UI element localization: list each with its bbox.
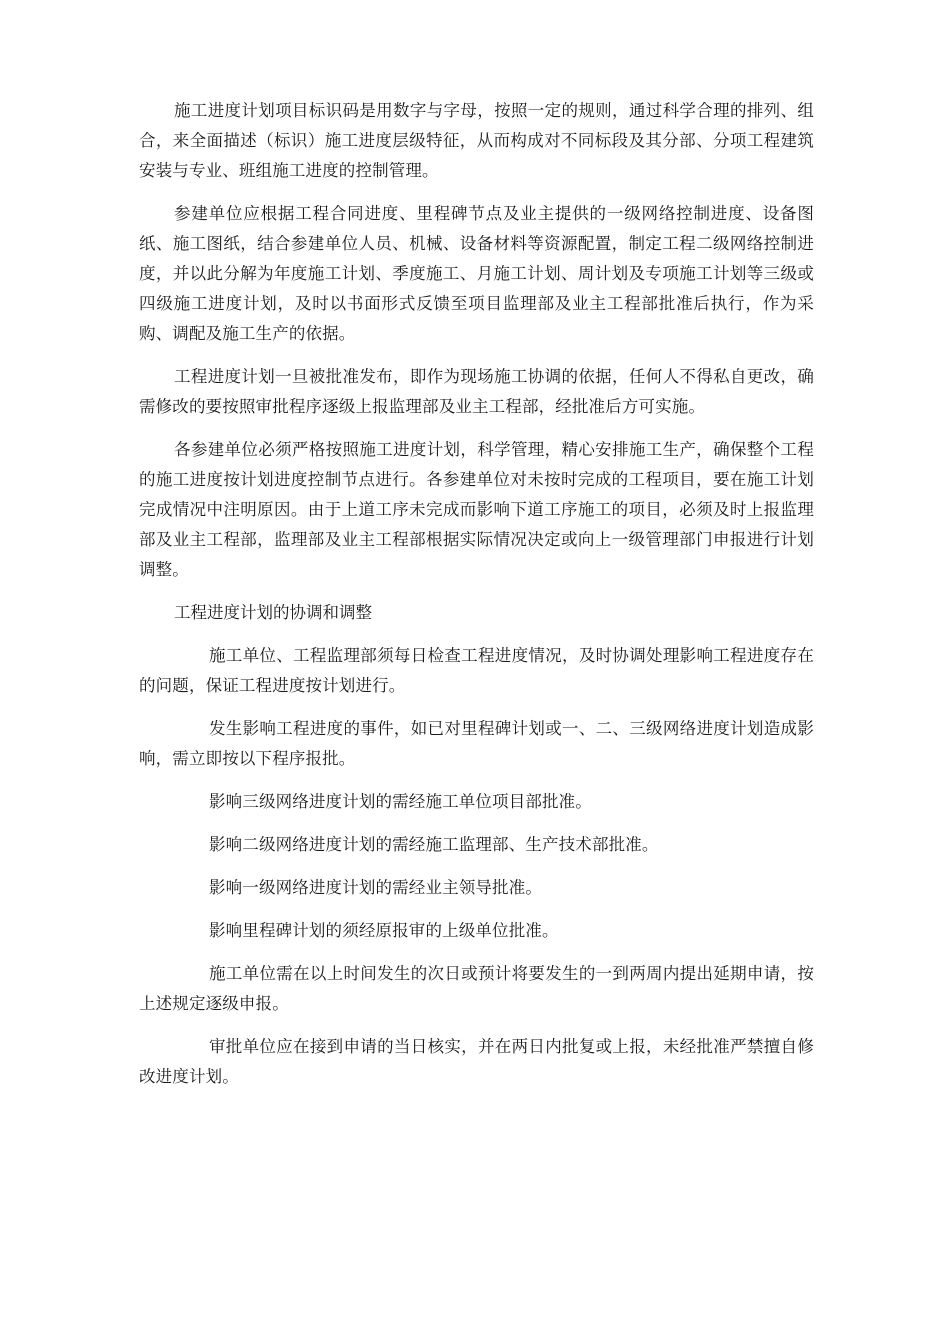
list-item-level-two: 影响二级网络进度计划的需经施工监理部、生产技术部批准。 [209,835,659,854]
list-item-milestone: 影响里程碑计划的须经原报审的上级单位批准。 [209,921,559,940]
paragraph-approval-rule: 审批单位应在接到申请的当日核实，并在两日内批复或上报，未经批准严禁擅自修改进度计划。 [139,1037,814,1086]
section-heading-coordination: 工程进度计划的协调和调整 [174,603,372,622]
list-item-level-one: 影响一级网络进度计划的需经业主领导批准。 [209,878,542,897]
paragraph-plan-execution: 各参建单位必须严格按照施工进度计划，科学管理，精心安排施工生产，确保整个工程的施工进度按计划进度控制节点进行。各参建单位对未按时完成的工程项目，要在施工计划完成情况中注明原因。由于上道工序未完成而影响下道工序施工的项目，必须及时上报监理部及业主工程部，监理部及业主工程部根据实际情况决定或向上一级管理部门申报进行计划调整。 [139,440,814,579]
list-item-level-three: 影响三级网络进度计划的需经施工单位项目部批准。 [209,792,592,811]
paragraph-plan-release: 工程进度计划一旦被批准发布，即作为现场施工协调的依据，任何人不得私自更改，确需修改的要按照审批程序逐级上报监理部及业主工程部，经批准后方可实施。 [139,367,814,416]
paragraph-identification-code: 施工进度计划项目标识码是用数字与字母，按照一定的规则，通过科学合理的排列、组合，来全面描述（标识）施工进度层级特征，从而构成对不同标段及其分部、分项工程建筑安装与专业、班组施工进度的控制管理。 [139,101,814,180]
document-page [139,96,814,1105]
paragraph-impact-event: 发生影响工程进度的事件，如已对里程碑计划或一、二、三级网络进度计划造成影响，需立即按以下程序报批。 [139,719,814,768]
paragraph-daily-check: 施工单位、工程监理部须每日检查工程进度情况，及时协调处理影响工程进度存在的问题，保证工程进度按计划进行。 [139,646,814,695]
paragraph-extension-request: 施工单位需在以上时间发生的次日或预计将要发生的一到两周内提出延期申请，按上述规定逐级申报。 [139,964,814,1013]
paragraph-progress-planning: 参建单位应根据工程合同进度、里程碑节点及业主提供的一级网络控制进度、设备图纸、施工图纸，结合参建单位人员、机械、设备材料等资源配置，制定工程二级网络控制进度，并以此分解为年度施工计划、季度施工、月施工计划、周计划及专项施工计划等三级或四级施工进度计划，及时以书面形式反馈至项目监理部及业主工程部批准后执行，作为采购、调配及施工生产的依据。 [139,204,814,343]
